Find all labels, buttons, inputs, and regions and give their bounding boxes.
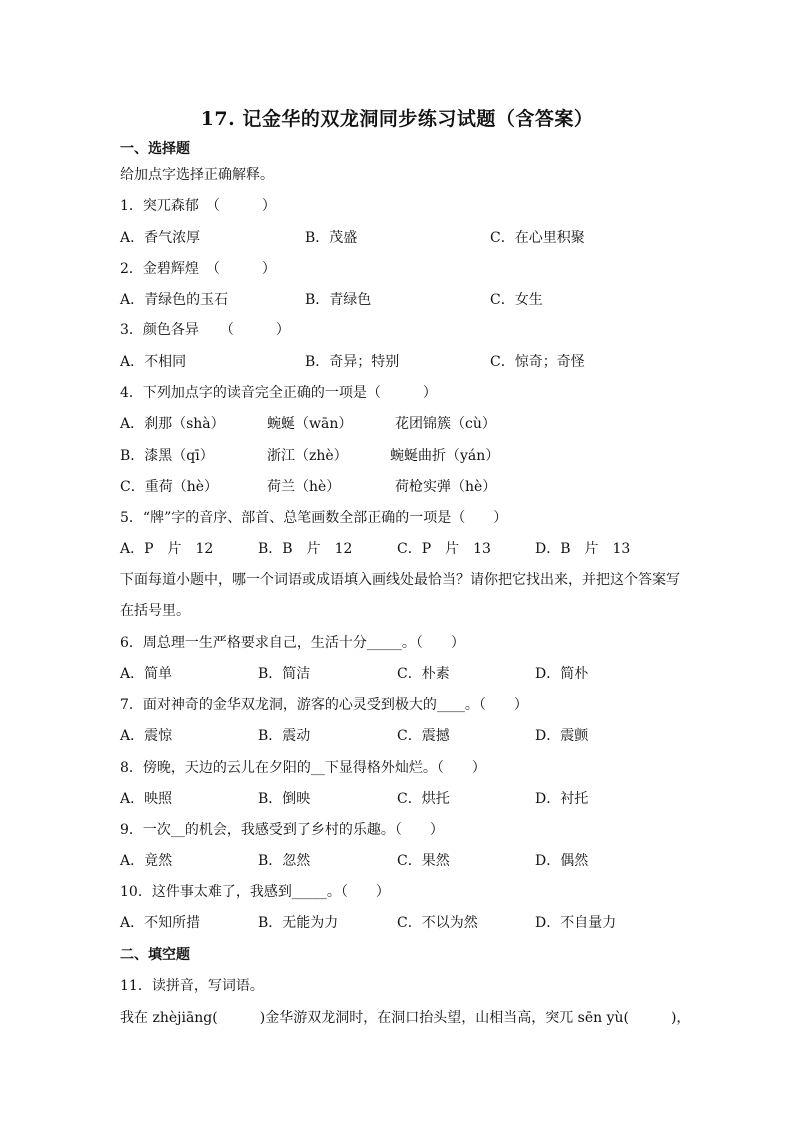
option-a: A．青绿色的玉石 <box>120 292 229 308</box>
page-title: 17. 记金华的双龙洞同步练习试题（含答案） <box>200 108 594 130</box>
option-a: A．震惊 <box>120 728 173 744</box>
question-5: 5．“牌”字的音序、部首、总笔画数全部正确的一项是（ ） <box>120 510 508 526</box>
option-b: B．奇异；特别 <box>305 354 400 370</box>
question-2: 2．金碧辉煌 （ ） <box>120 261 276 277</box>
option-b: B．震动 <box>258 728 311 744</box>
option-c-word-2: 荷兰（hè） <box>267 479 341 495</box>
option-a: A．不知所措 <box>120 915 201 931</box>
option-d: D．B 片 13 <box>535 541 631 557</box>
option-c: C．在心里积聚 <box>490 230 585 246</box>
question-6: 6．周总理一生严格要求自己，生活十分_____。（ ） <box>120 635 465 651</box>
option-c-word-1: C．重荷（hè） <box>120 479 219 495</box>
option-a: A．竟然 <box>120 853 173 869</box>
option-d: D．不自量力 <box>535 915 617 931</box>
option-d: D．衬托 <box>535 791 589 807</box>
option-c: C．朴素 <box>397 666 450 682</box>
option-b: B．青绿色 <box>305 292 372 308</box>
option-a: A．不相同 <box>120 354 187 370</box>
question-3: 3．颜色各异 （ ） <box>120 322 290 338</box>
option-b: B．茂盛 <box>305 230 358 246</box>
question-11: 11．读拼音，写词语。 <box>120 978 264 994</box>
option-b: B．倒映 <box>258 791 311 807</box>
question-1: 1．突兀森郁 （ ） <box>120 198 276 214</box>
option-b-word-2: 浙江（zhè） <box>267 448 348 464</box>
question-11-text: 我在 zhèjiāng( )金华游双龙洞时，在洞口抬头望，山相当高，突兀 sēn yù( )， <box>120 1010 691 1026</box>
option-c: C．果然 <box>397 853 450 869</box>
option-d: D．偶然 <box>535 853 589 869</box>
option-b: B．忽然 <box>258 853 311 869</box>
option-b-word-3: 蜿蜒曲折（yán） <box>390 448 500 464</box>
instruction-text: 给加点字选择正确解释。 <box>120 167 274 183</box>
option-d: D．震颤 <box>535 728 589 744</box>
option-c: C．女生 <box>490 292 543 308</box>
option-c-word-3: 荷枪实弹（hè） <box>395 479 497 495</box>
option-b-word-1: B．漆黑（qī） <box>120 448 214 464</box>
option-b: B．无能为力 <box>258 915 339 931</box>
section-heading-choice: 一、选择题 <box>120 141 190 157</box>
option-a: A．简单 <box>120 666 173 682</box>
question-7: 7．面对神奇的金华双龙洞，游客的心灵受到极大的____。（ ） <box>120 697 528 713</box>
option-a: A．P 片 12 <box>120 541 214 557</box>
option-a: A．香气浓厚 <box>120 230 201 246</box>
option-a-word-1: A．刹那（shà） <box>120 416 225 432</box>
option-b: B．简洁 <box>258 666 311 682</box>
question-10: 10．这件事太难了，我感到_____。（ ） <box>120 884 390 900</box>
option-c: C．P 片 13 <box>397 541 491 557</box>
question-4: 4．下列加点字的读音完全正确的一项是（ ） <box>120 385 437 401</box>
option-a-word-2: 蜿蜒（wān） <box>267 416 353 432</box>
option-c: C．震撼 <box>397 728 450 744</box>
option-c: C．惊奇；奇怪 <box>490 354 585 370</box>
option-a-word-3: 花团锦簇（cù） <box>395 416 496 432</box>
question-8: 8．傍晚，天边的云儿在夕阳的__下显得格外灿烂。（ ） <box>120 760 486 776</box>
section-heading-fill: 二、填空题 <box>120 947 190 963</box>
instruction-paragraph: 下面每道小题中，哪一个词语或成语填入画线处最恰当？请你把它找出来，并把这个答案写在括号里。 <box>120 572 680 619</box>
option-c: C．不以为然 <box>397 915 478 931</box>
option-d: D．简朴 <box>535 666 589 682</box>
option-a: A．映照 <box>120 791 173 807</box>
question-9: 9．一次__的机会，我感受到了乡村的乐趣。（ ） <box>120 822 444 838</box>
option-b: B．B 片 12 <box>258 541 353 557</box>
option-c: C．烘托 <box>397 791 450 807</box>
